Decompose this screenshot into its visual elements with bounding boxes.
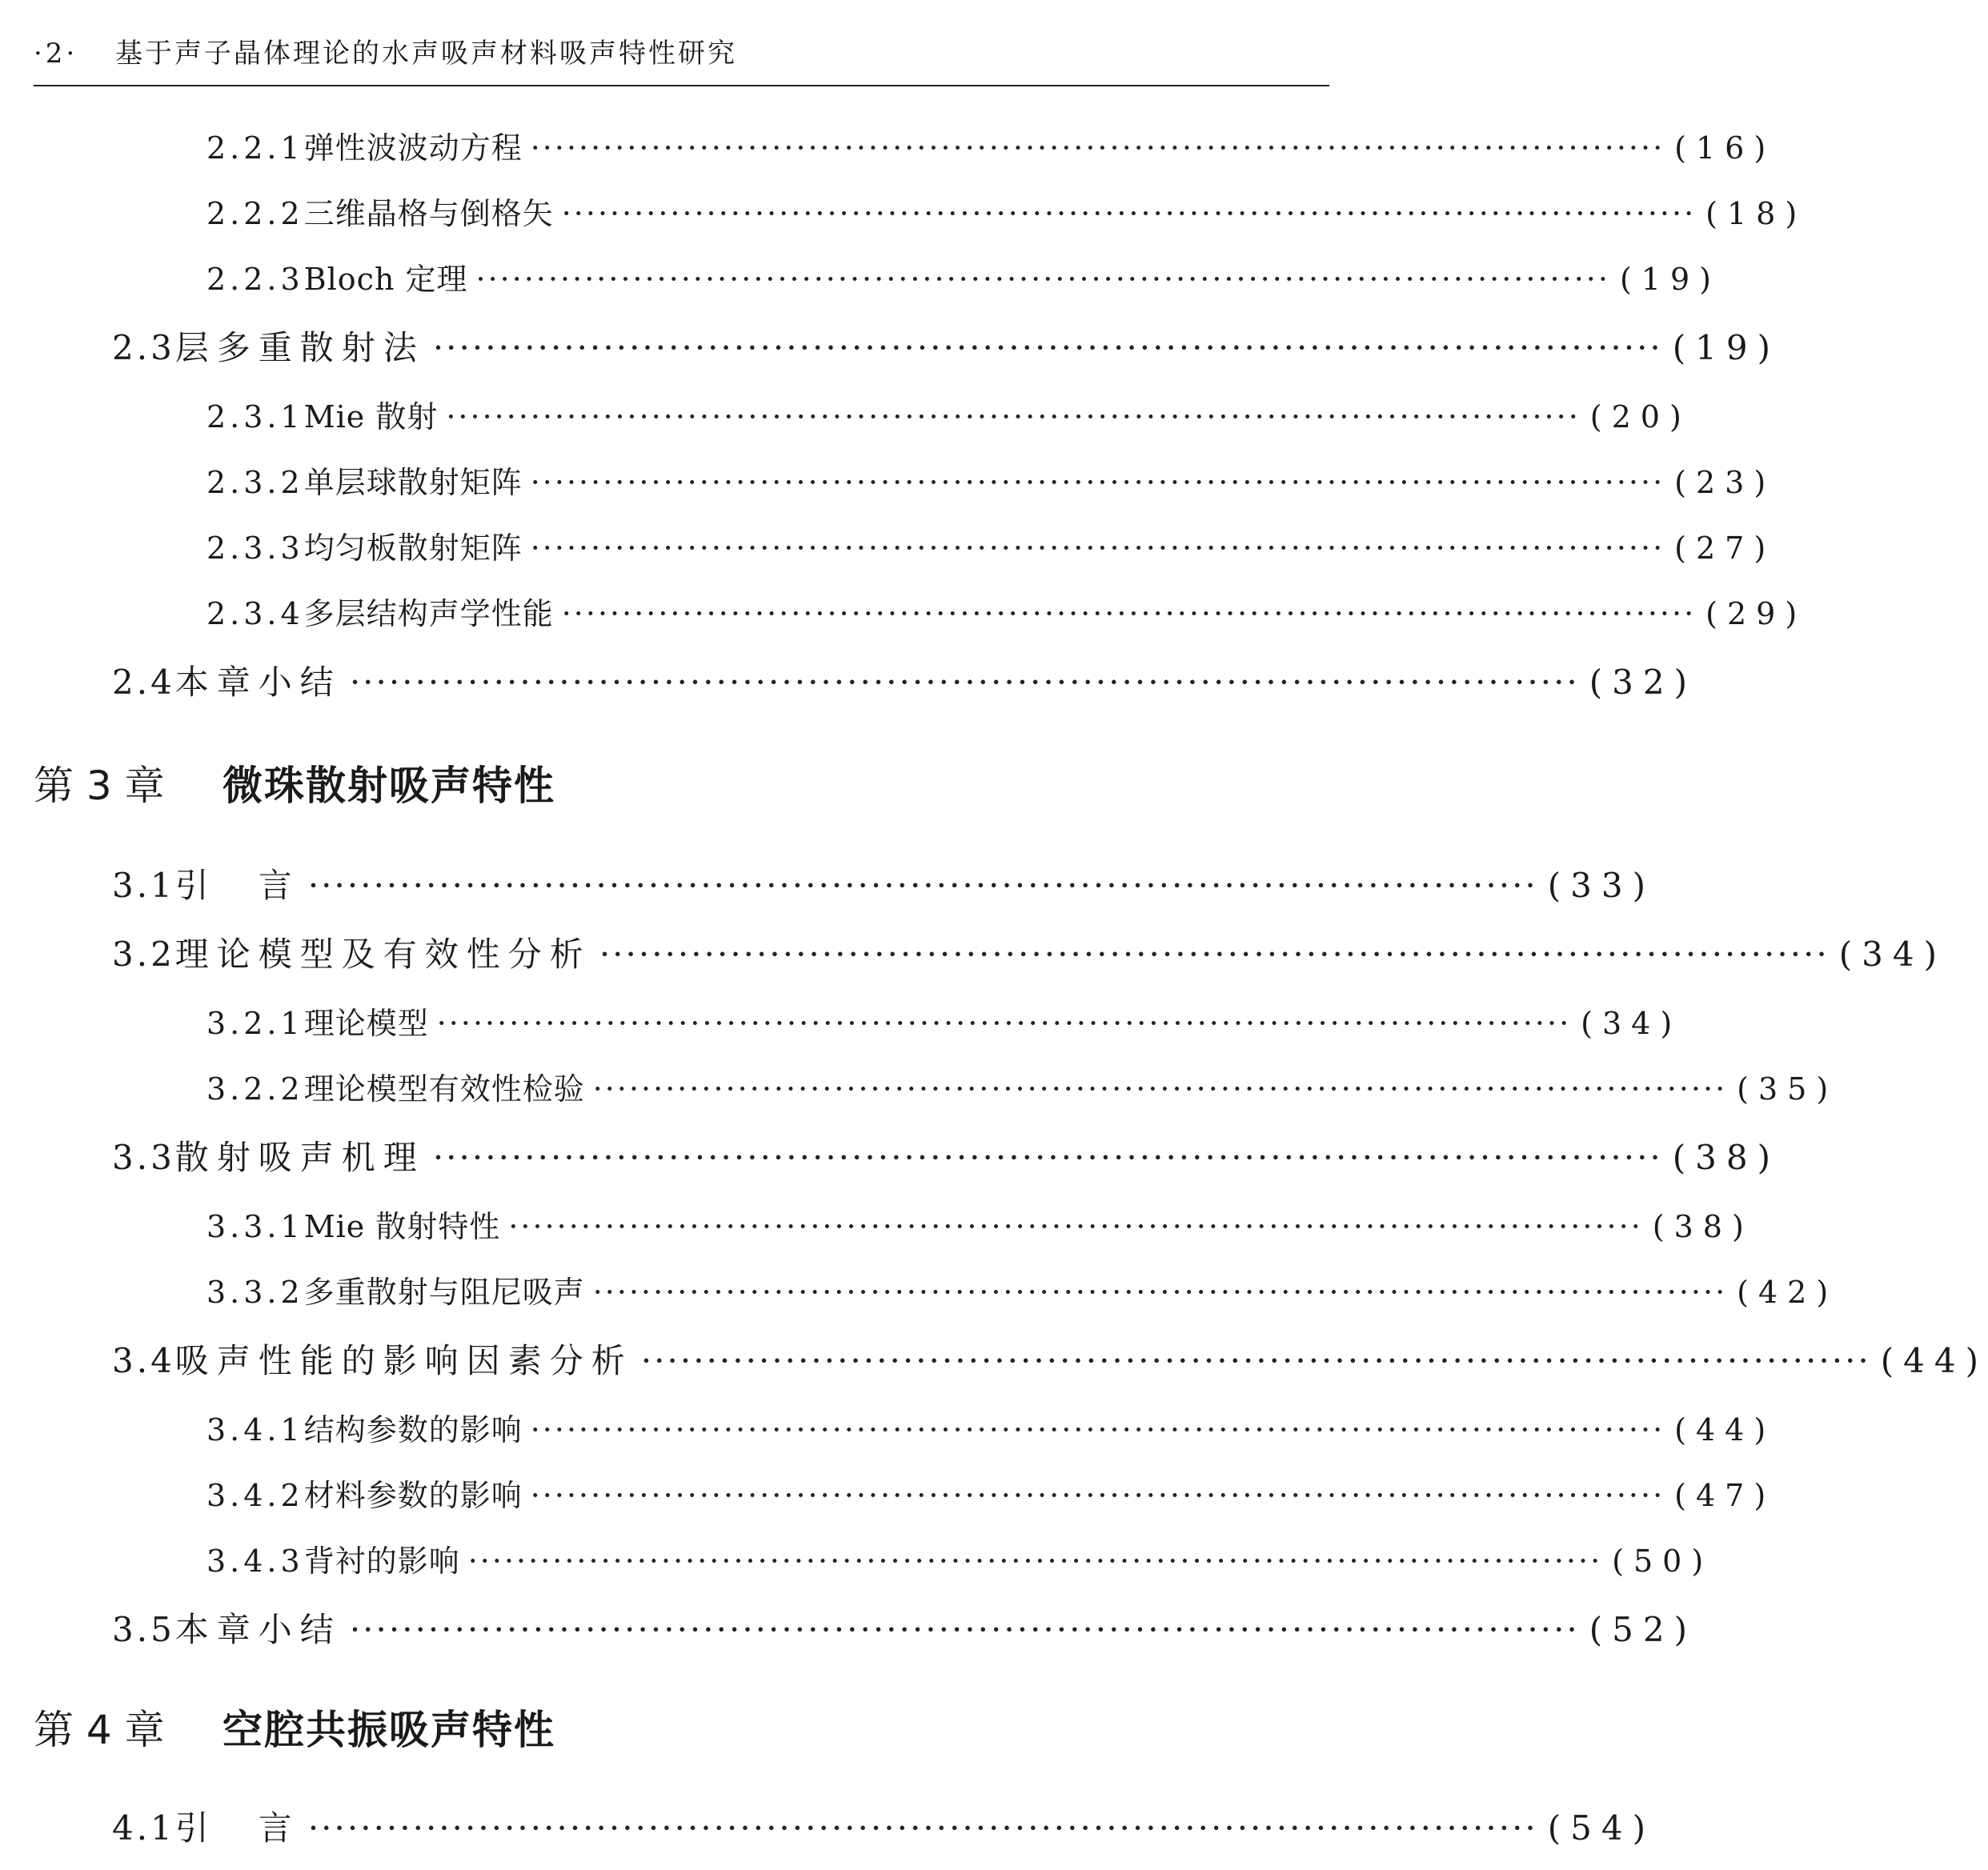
section-title: 层多重散射法 [174, 328, 425, 367]
section-number: 2.3 [112, 328, 175, 367]
section-number: 3.4 [112, 1341, 175, 1380]
toc-entry [206, 1405, 1776, 1449]
section-title: 引 言 [174, 866, 300, 905]
entry-page: (20) [1589, 399, 1691, 434]
toc-entry [206, 1267, 1838, 1311]
dot-leader: ······························································································ [349, 1610, 1580, 1649]
entry-title: 结构参数的影响 [303, 1412, 523, 1448]
entry-title: 三维晶格与倒格矢 [303, 196, 554, 231]
dot-leader: ······························································································ [561, 596, 1697, 631]
entry-title: 单层球散射矩阵 [303, 465, 523, 500]
dot-leader: ······························································································ [307, 1808, 1538, 1848]
section-number: 3.3 [112, 1138, 175, 1177]
section-title: 吸声性能的影响因素分析 [174, 1341, 633, 1380]
toc-entry [206, 1471, 1776, 1515]
chapter-number: 第 4 章 [34, 1707, 165, 1753]
dot-leader: ······························································································ [530, 1412, 1665, 1448]
dot-leader: ······························································································ [530, 130, 1665, 166]
entry-number: 2.2.2 [206, 196, 304, 231]
dot-leader: ······························································································ [446, 399, 1581, 434]
section-title: 散射吸声机理 [174, 1138, 425, 1177]
entry-page: (42) [1737, 1275, 1838, 1310]
dot-leader: ······························································································ [436, 1006, 1572, 1041]
page-number: ·2· [34, 38, 78, 70]
toc-entry [206, 458, 1776, 502]
book-title: 基于声子晶体理论的水声吸声材料吸声特性研究 [115, 38, 738, 70]
entry-title: 多重散射与阻尼吸声 [303, 1275, 585, 1310]
entry-title: 多层结构声学性能 [303, 596, 554, 631]
dot-leader: ······························································································ [467, 1544, 1603, 1579]
entry-page: (19) [1619, 262, 1721, 297]
dot-leader: ······························································································ [432, 1138, 1663, 1177]
toc-section [112, 859, 1655, 907]
section-number: 3.1 [112, 866, 175, 905]
toc-entry [206, 589, 1807, 633]
entry-number: 2.2.1 [206, 130, 304, 166]
entry-number: 3.3.1 [206, 1209, 304, 1244]
entry-page: (29) [1705, 596, 1807, 631]
entry-page: (16) [1674, 130, 1776, 166]
dot-leader: ······························································································ [592, 1071, 1728, 1107]
dot-leader: ······························································································ [530, 465, 1665, 500]
toc-section [112, 1604, 1697, 1652]
entry-number: 3.4.3 [206, 1544, 304, 1579]
toc-section [112, 656, 1697, 704]
entry-page: (23) [1674, 465, 1776, 500]
section-page: (32) [1589, 663, 1697, 702]
entry-number: 3.2.1 [206, 1006, 304, 1041]
toc-section [112, 1335, 1988, 1383]
chapter-title: 微珠散射吸声特性 [222, 763, 555, 809]
dot-leader: ······························································································ [599, 935, 1830, 974]
section-page: (33) [1547, 866, 1655, 905]
entry-title: 理论模型有效性检验 [303, 1071, 585, 1107]
dot-leader: ······························································································ [530, 1478, 1665, 1513]
toc-entry [206, 999, 1682, 1043]
toc-section [112, 322, 1780, 370]
dot-leader: ······························································································ [530, 531, 1665, 566]
entry-number: 3.4.1 [206, 1412, 304, 1448]
entry-page: (38) [1652, 1209, 1754, 1244]
toc-entry [206, 1202, 1754, 1246]
dot-leader: ······························································································ [640, 1341, 1871, 1380]
entry-page: (44) [1674, 1412, 1776, 1448]
entry-number: 3.2.2 [206, 1071, 304, 1107]
entry-page: (27) [1674, 531, 1776, 566]
entry-title: Mie 散射 [303, 399, 439, 434]
entry-title: 弹性波波动方程 [303, 130, 523, 166]
entry-title: 理论模型 [303, 1006, 429, 1041]
entry-title: Bloch 定理 [303, 262, 468, 297]
entry-number: 3.4.2 [206, 1478, 304, 1513]
entry-number: 2.3.1 [206, 399, 304, 434]
section-number: 4.1 [112, 1808, 175, 1848]
chapter-title: 空腔共振吸声特性 [222, 1707, 555, 1753]
section-page: (19) [1672, 328, 1780, 367]
chapter-heading [34, 1698, 555, 1756]
dot-leader: ······························································································ [432, 328, 1663, 367]
section-number: 3.2 [112, 935, 175, 974]
toc-section [112, 1802, 1655, 1850]
dot-leader: ······························································································ [307, 866, 1538, 905]
entry-number: 2.2.3 [206, 262, 304, 297]
entry-title: 材料参数的影响 [303, 1478, 523, 1513]
toc-entry [206, 392, 1691, 436]
dot-leader: ······························································································ [475, 262, 1610, 297]
section-number: 3.5 [112, 1610, 175, 1649]
section-page: (38) [1672, 1138, 1780, 1177]
toc-section [112, 928, 1946, 976]
section-title: 理论模型及有效性分析 [174, 935, 591, 974]
toc-entry [206, 523, 1776, 567]
section-title: 本章小结 [174, 1610, 342, 1649]
entry-number: 2.3.3 [206, 531, 304, 566]
dot-leader: ······························································································ [349, 663, 1580, 702]
entry-page: (47) [1674, 1478, 1776, 1513]
toc-entry [206, 189, 1807, 233]
toc-entry [206, 1536, 1713, 1580]
entry-title: 均匀板散射矩阵 [303, 531, 523, 566]
entry-page: (34) [1581, 1006, 1682, 1041]
section-page: (34) [1838, 935, 1946, 974]
section-title: 引 言 [174, 1808, 300, 1848]
toc-entry [206, 254, 1721, 298]
chapter-number: 第 3 章 [34, 763, 165, 809]
toc-section [112, 1131, 1780, 1179]
section-title: 本章小结 [174, 663, 342, 702]
section-number: 2.4 [112, 663, 175, 702]
entry-number: 3.3.2 [206, 1275, 304, 1310]
section-page: (44) [1880, 1341, 1988, 1380]
entry-page: (50) [1612, 1544, 1713, 1579]
section-page: (54) [1547, 1808, 1655, 1848]
entry-title: Mie 散射特性 [303, 1209, 501, 1244]
entry-page: (35) [1737, 1071, 1838, 1107]
dot-leader: ······························································································ [592, 1275, 1728, 1310]
entry-page: (18) [1705, 196, 1807, 231]
dot-leader: ······························································································ [508, 1209, 1643, 1244]
dot-leader: ······························································································ [561, 196, 1697, 231]
section-page: (52) [1589, 1610, 1697, 1649]
toc-entry [206, 123, 1776, 167]
chapter-heading [34, 754, 555, 811]
entry-number: 2.3.2 [206, 465, 304, 500]
entry-title: 背衬的影响 [303, 1544, 460, 1579]
entry-number: 2.3.4 [206, 596, 304, 631]
toc-entry [206, 1064, 1838, 1108]
